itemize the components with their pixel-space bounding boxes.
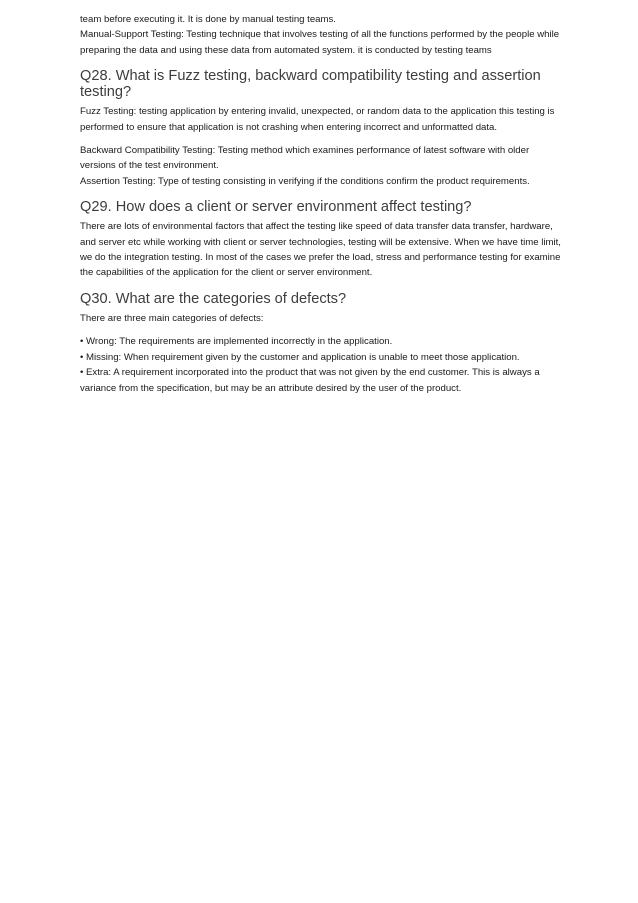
fuzz-testing-paragraph: Fuzz Testing: testing application by entering invalid, unexpected, or random data to the application this testing is performed to ensure that application is not crashing when entering incorrect and unformatted data. (80, 106, 555, 133)
q30-intro-paragraph: There are three main categories of defects: (80, 312, 264, 324)
backward-compatibility-paragraph: Backward Compatibility Testing: Testing method which examines performance of latest software with older versions of the test environment. (80, 145, 530, 172)
q28-heading: Q28. What is Fuzz testing, backward compatibility testing and assertion testing? (80, 68, 541, 101)
document-page (80, 12, 562, 396)
q29-heading: Q29. How does a client or server environment affect testing? (80, 199, 472, 216)
assertion-testing-paragraph: Assertion Testing: Type of testing consisting in verifying if the conditions confirm the product requirements. (80, 175, 530, 187)
manual-support-paragraph: Manual-Support Testing: Testing technique that involves testing of all the functions performed by the people while preparing the data and using these data from automated system. it is conducted by testing teams (80, 29, 560, 56)
defect-wrong-item: • Wrong: The requirements are implemented incorrectly in the application. (80, 336, 393, 348)
defect-extra-item: • Extra: A requirement incorporated into the product that was not given by the end customer. This is always a variance from the specification, but may be an attribute desired by the user of the product. (80, 367, 540, 394)
q30-heading: Q30. What are the categories of defects? (80, 290, 347, 307)
defect-missing-item: • Missing: When requirement given by the customer and application is unable to meet those application. (80, 351, 520, 363)
q29-answer-paragraph: There are lots of environmental factors that affect the testing like speed of data transfer data transfer, hardware, and server etc while working with client or server technologies, testing will be extensive. When we have time limit, we do the integration testing. In most of the cases we prefer the load, stress and performance testing for examine the capabilities of the application for the client or server environment. (80, 221, 561, 279)
intro-line: team before executing it. It is done by manual testing teams. (80, 14, 336, 25)
